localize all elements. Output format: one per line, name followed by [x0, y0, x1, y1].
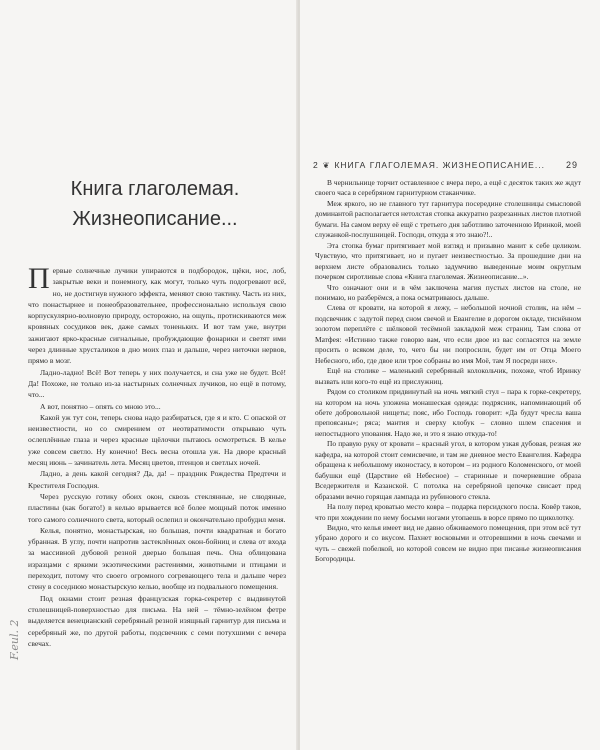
margin-signature: F.eul. 2 [8, 619, 21, 660]
page-number: 29 [565, 160, 578, 170]
leaf-ornament-icon: ❦ [322, 160, 331, 170]
paragraph: Что означают они и в чём заключена магия пустых листов на столе, не понимаю, но разберёмся, а пока осматриваюсь дальше. [315, 282, 581, 302]
paragraph: Ладно-ладно! Всё! Вот теперь у них получается, и сна уже не будет. Всё! Да! Похоже, не только из-за настырных солнечных лучиков, но ещё в потому, что... [28, 367, 286, 400]
paragraph: Рядом со столиком придвинутый на ночь мягкий стул – пара к горке-секретеру, на котором на ночь уложена монашеская одежда: подрясник, напоминающий об обете добровольной нищеты; пояс, ибо Господь говорит: «Да будут чресла ваша препоясаны»; ряса; мантия и сверху клобук – словно шлем спасения и непостыдного упования. Надо же, и это я знаю откуда-то! [315, 387, 581, 438]
paragraph: Первые солнечные лучики упираются в подбородок, щёки, нос, лоб, закрытые веки и понемногу, как могут, только чуть подогревают всё, но, не достигнув нужного эффекта, меняют свою тактику. Часть из них, что понастырнее и понеобразовательнее, профессионально используя свою корпускулярно-волновую природу, осторожно, на ощупь, протискиваются меж кровяных сосудиков век, даже самых тоненьких. И вот там уже, внутри зажигают ярко-красные сигнальные, пробуждающие фонарики и светят ими через длинные хрусталиков в дно моих глаз и дальше, через ниточки нервов, прямо в мозг. [28, 262, 286, 366]
drop-cap: П [28, 262, 50, 295]
chapter-number: 2 [313, 160, 319, 170]
paragraph: Через русскую готику обоих окон, сквозь стеклянные, не слюдяные, пластины (как богато!) в келью врывается всё более мощный поток именно того самого солнечного света, который ослепил и окончательно пробудил меня. [28, 491, 286, 524]
right-body-text [315, 178, 581, 565]
paragraph: Меж яркого, но не главного тут гарнитура посередине столешницы смысловой доминантой располагается нетолстая стопка аккуратно разрезанных листов плотной бумаги. На самом верху её ещё с третьего дня заботливо заточенною Иринкой, моей служанкой-послушницей. Господи, откуда я это знаю?!.. [315, 198, 581, 240]
chapter-title-line-2: Жизнеописание... [72, 208, 238, 230]
paragraph: На полу перед кроватью место ковра – подарка персидского посла. Ковёр таков, что при хождении по нему босыми ногами утопаешь в ворсе прямо по щиколотку. [315, 502, 581, 522]
paragraph: Слева от кровати, на которой я лежу, – небольшой ночной столик, на нём – подсвечник с задутой перед сном свечой и Евангелие в дорогом окладе, тиснённом золотом переплёте с шёлковой тесёмной закладкой меж страниц. Там слова от Матфея: «Истинно также говорю вам, что если двое из вас согласятся на земле просить о всяком деле, то, чего бы ни попросили, будет им от Отца Моего Небесного, ибо, где двое или трое собраны во имя Моё, там Я посреди них». [315, 303, 581, 365]
paragraph: В чернильнице торчит оставленное с вчера перо, а ещё с десяток таких же ждут своего часа в серебряном гарнитурном стаканчике. [315, 178, 581, 198]
left-body-text [28, 262, 286, 649]
running-head [313, 160, 578, 170]
paragraph: Какой уж тут сон, теперь снова надо разбираться, где я и кто. С опаской от неизвестности, но со смирением от неотвратимости открываю чуть ослеплённые глаза и через красные щёлочки пытаюсь осмотреться. В келье уже совсем светло. Ну конечно! Весь весна отошла уж. На дворе красный месяц июнь – зачинатель лета. Месяц цветов, птенцов и светлых ночей. [28, 412, 286, 468]
paragraph: Ладно, а день какой сегодня? Да, да! – праздник Рождества Предтечи и Крестителя Господня. [28, 469, 286, 490]
chapter-title [30, 174, 280, 234]
chapter-title-line-1: Книга глаголемая. [70, 178, 240, 200]
paragraph: Эта стопка бумаг притягивает мой взгляд и призывно манит к себе целиком. Чувствую, что притягивает, но и пугает неизвестностью. За прошедшие дни на верхнем листе образовались только задумчиво выведенные моим округлым почерком сиротливые слова «Книга глаголемая. Жизнеописание...». [315, 240, 581, 282]
paragraph: Ещё на столике – маленький серебряный колокольчик, похоже, чтоб Иринку вызвать или кого-то ещё из прислужниц. [315, 366, 581, 386]
paragraph: По правую руку от кровати – красный угол, в котором узкая дубовая, резная же кафедра, на которой стоит семисвечие, и там же дневное место Евангелия. Кафедра обращена к небольшому иконостасу, в котором – из родного Коломенского, от моей бабушки ещё (Царствие ей Небесное) – старинные и почерневшие образа Вседержителя и Казанской. С потолка на серебряной цепочке свисает пред образами вечно горящая лампада из рубинового стекла. [315, 439, 581, 501]
running-head-title: КНИГА ГЛАГОЛЕМАЯ. ЖИЗНЕОПИСАНИЕ... [334, 160, 545, 170]
paragraph: Под окнами стоит резная французская горка-секретер с выдвинутой столешницей-поверхностью для письма. На ней – тёмно-зелёном фетре выделяется венецианский серебряный резной изящный гарнитур для письма и серебряный же, по другой работы, подсвечник с семи потухшими с вечера свечах. [28, 593, 286, 648]
paragraph: А вот, понятно – опять со мною это... [40, 401, 161, 411]
paragraph: Видно, что келья имеет вид не давно обживаемого помещения, при этом всё тут убрано дорого и со вкусом. Пахнет восковыми и отгоревшими в ночь свечами и чуть – свежей побелкой, но которой совсем не видно при писанье жизнеописания Богородицы. [315, 522, 581, 564]
paragraph: Келья, понятно, монастырская, но большая, почти квадратная и богато убранная. В углу, почти напротив застеклённых окон-бойниц и слева от входа за массивной дубовой резной дверью большая печь. Она облицована изразцами с яркими экзотическими растениями, животными и птицами и переходит, потому что своего огромного согревающего тела и дальше через стену в соседнюю монастырскую келью, вообще из подвального помещения. [28, 525, 286, 592]
left-page [0, 0, 298, 750]
